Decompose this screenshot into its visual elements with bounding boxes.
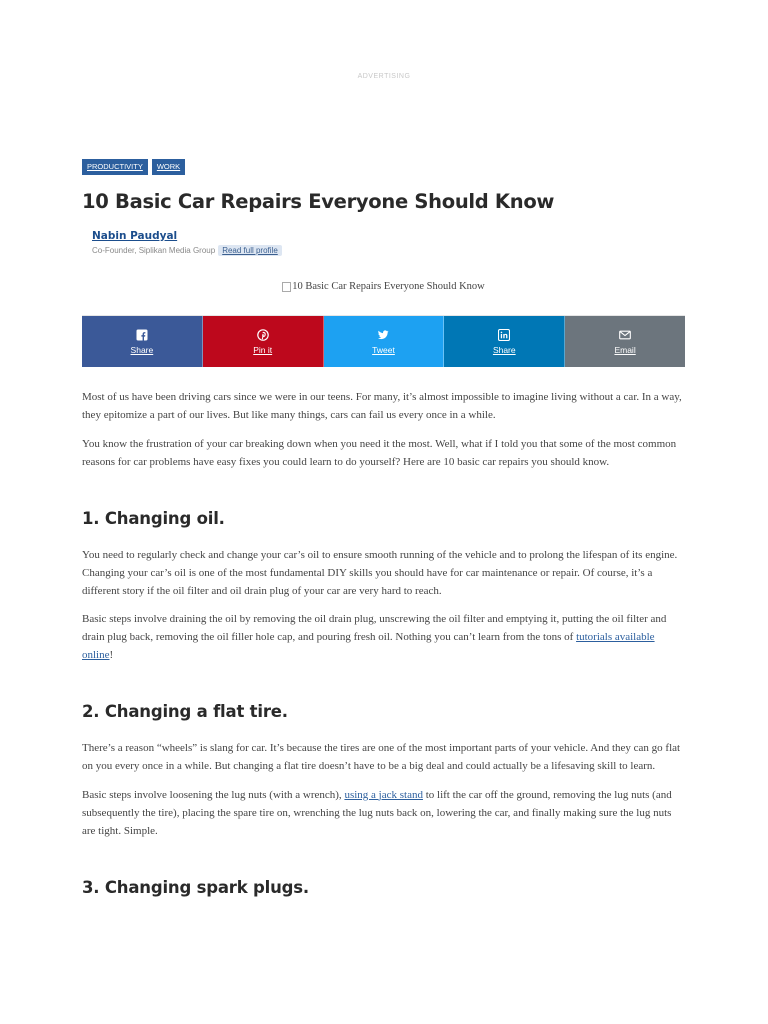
broken-image-icon bbox=[282, 282, 291, 292]
share-twitter-label: Tweet bbox=[372, 344, 395, 355]
share-pinterest-label: Pin it bbox=[253, 344, 273, 355]
share-email-label: Email bbox=[614, 344, 636, 355]
category-tag-productivity[interactable]: PRODUCTIVITY bbox=[82, 159, 148, 175]
linkedin-icon bbox=[498, 329, 510, 341]
text-span: Basic steps involve draining the oil by removing the oil drain plug, unscrewing the oil filter and emptying it, putting the oil filter and drain plug back, removing the oil filler hole cap, and pouring fresh oil. Nothing you can’t learn from the tons of bbox=[82, 613, 667, 643]
text-span: to lift the car off the ground, removing the lug nuts (and subsequently the tire), placing the spare tire on, wrenching the lug nuts back on, lowering the car, and finally making sure the lug nuts are tight. Simple. bbox=[82, 788, 672, 837]
author-name-link[interactable]: Nabin Paudyal bbox=[92, 230, 178, 242]
hero-image bbox=[82, 280, 685, 292]
section-paragraph: There’s a reason “wheels” is slang for car. It’s because the tires are one of the most important parts of your vehicle. And they can go flat on you every once in a while. But changing a flat tire doesn’t have to be a big deal and could actually be a lifesaving skill to learn. bbox=[82, 742, 681, 772]
advertising-label: ADVERTISING bbox=[357, 73, 411, 80]
section-heading: 2. Changing a flat tire. bbox=[82, 702, 288, 721]
share-linkedin-button[interactable] bbox=[444, 316, 565, 367]
intro-paragraph: You know the frustration of your car breaking down when you need it the most. Well, what if I told you that some of the most common reasons for car problems have easy fixes you could learn to do yourself? Here are 10 basic car repairs you should know. bbox=[82, 437, 677, 468]
share-facebook-label: Share bbox=[130, 344, 154, 355]
share-email-button[interactable] bbox=[565, 316, 685, 367]
author-block bbox=[92, 230, 282, 256]
article-title: 10 Basic Car Repairs Everyone Should Know bbox=[82, 190, 555, 213]
twitter-icon bbox=[377, 329, 389, 341]
category-tag-work[interactable]: WORK bbox=[152, 159, 185, 175]
section-heading: 1. Changing oil. bbox=[82, 508, 225, 528]
article-body bbox=[82, 388, 685, 897]
share-linkedin-label: Share bbox=[492, 344, 516, 355]
facebook-icon bbox=[136, 329, 148, 341]
section-paragraph: You need to regularly check and change your car’s oil to ensure smooth running of the vehicle and to prolong the lifespan of its engine. Changing your car’s oil is one of the most fundamental DIY skills you should have for car maintenance or repair. Of course, it’s a different story if the oil filter and oil drain plug of your car are very hard to reach. bbox=[82, 548, 678, 597]
share-bar bbox=[82, 315, 685, 366]
share-facebook-button[interactable] bbox=[82, 316, 203, 367]
email-icon bbox=[619, 329, 631, 341]
tutorials-link[interactable]: tutorials available online bbox=[82, 631, 655, 661]
jack-stand-link[interactable]: using a jack stand bbox=[344, 788, 423, 801]
section-heading: 3. Changing spark plugs. bbox=[82, 877, 309, 897]
section-paragraph bbox=[82, 786, 685, 840]
pinterest-icon bbox=[257, 329, 269, 341]
hero-image-alt-text: 10 Basic Car Repairs Everyone Should Know bbox=[292, 280, 485, 292]
share-pinterest-button[interactable] bbox=[203, 316, 324, 367]
text-span: Basic steps involve loosening the lug nuts (with a wrench), bbox=[82, 788, 345, 801]
author-role: Co-Founder, Siplikan Media Group bbox=[92, 246, 216, 255]
share-twitter-button[interactable] bbox=[324, 316, 445, 367]
read-full-profile-link[interactable]: Read full profile bbox=[218, 245, 282, 256]
article bbox=[82, 159, 685, 897]
intro-paragraph: Most of us have been driving cars since we were in our teens. For many, it’s almost impossible to imagine living without a car. In a way, they epitomize a part of our lives. But like many things, cars can fail us every once in a while. bbox=[82, 391, 682, 421]
text-span: ! bbox=[109, 649, 114, 661]
category-tags bbox=[82, 159, 685, 175]
author-meta bbox=[92, 245, 282, 256]
section-paragraph bbox=[82, 610, 685, 664]
